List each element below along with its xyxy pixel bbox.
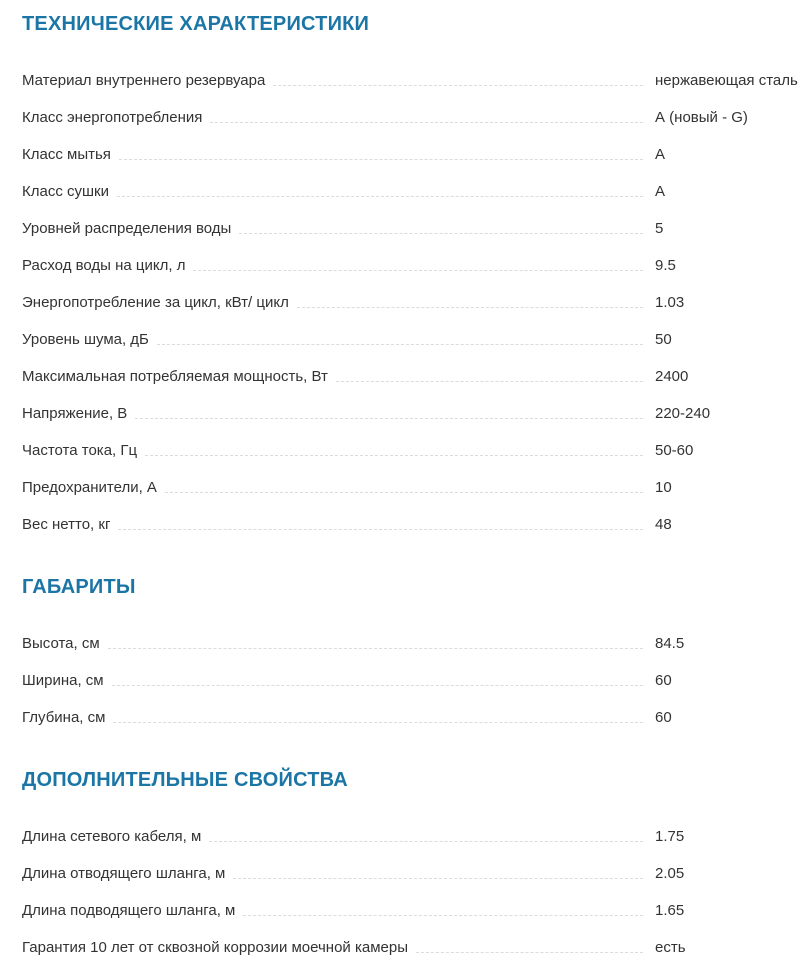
spec-value: нержавеющая сталь (655, 72, 798, 89)
spec-value: 10 (655, 479, 672, 496)
spec-label: Класс энергопотребления (22, 109, 203, 126)
spec-value: А (655, 183, 666, 200)
spec-label: Вес нетто, кг (22, 516, 111, 533)
dotted-leader (209, 841, 643, 842)
spec-section (22, 768, 812, 966)
spec-label: Глубина, см (22, 709, 106, 726)
dotted-leader (108, 648, 643, 649)
spec-label: Предохранители, А (22, 479, 157, 496)
dotted-leader (193, 270, 643, 271)
spec-value: 1.75 (655, 828, 685, 845)
spec-section (22, 12, 812, 543)
spec-row (22, 662, 812, 699)
spec-label: Длина сетевого кабеля, м (22, 828, 202, 845)
dotted-leader (416, 952, 643, 953)
dotted-leader (297, 307, 643, 308)
spec-value: 220-240 (655, 405, 711, 422)
spec-value: 2.05 (655, 865, 685, 882)
spec-row (22, 699, 812, 736)
spec-value: 84.5 (655, 635, 685, 652)
spec-label: Класс мытья (22, 146, 111, 163)
section-title: ТЕХНИЧЕСКИЕ ХАРАКТЕРИСТИКИ (22, 13, 370, 35)
spec-label: Частота тока, Гц (22, 442, 138, 459)
spec-row (22, 247, 812, 284)
spec-row (22, 62, 812, 99)
section-title: ДОПОЛНИТЕЛЬНЫЕ СВОЙСТВА (22, 769, 348, 791)
dotted-leader (243, 915, 643, 916)
dotted-leader (113, 722, 643, 723)
spec-label: Материал внутреннего резервуара (22, 72, 266, 89)
dotted-leader (273, 85, 643, 86)
spec-label: Высота, см (22, 635, 100, 652)
dotted-leader (118, 529, 643, 530)
spec-row (22, 432, 812, 469)
spec-value: 9.5 (655, 257, 676, 274)
spec-row (22, 99, 812, 136)
spec-row (22, 929, 812, 966)
spec-label: Ширина, см (22, 672, 104, 689)
spec-label: Уровень шума, дБ (22, 331, 149, 348)
spec-row (22, 855, 812, 892)
spec-value: А (655, 146, 666, 163)
spec-value: А (новый - G) (655, 109, 748, 126)
spec-row (22, 321, 812, 358)
section-rows (22, 818, 812, 966)
dotted-leader (165, 492, 643, 493)
spec-value: 1.03 (655, 294, 685, 311)
section-title: ГАБАРИТЫ (22, 576, 136, 598)
spec-label: Энергопотребление за цикл, кВт/ цикл (22, 294, 289, 311)
spec-value: 48 (655, 516, 672, 533)
spec-label: Уровней распределения воды (22, 220, 232, 237)
spec-value: есть (655, 939, 686, 956)
spec-row (22, 358, 812, 395)
dotted-leader (239, 233, 643, 234)
dotted-leader (336, 381, 643, 382)
spec-value: 60 (655, 709, 672, 726)
spec-row (22, 506, 812, 543)
dotted-leader (112, 685, 643, 686)
spec-label: Длина подводящего шланга, м (22, 902, 236, 919)
dotted-leader (135, 418, 643, 419)
spec-label: Напряжение, В (22, 405, 128, 422)
section-rows (22, 625, 812, 736)
dotted-leader (119, 159, 643, 160)
dotted-leader (210, 122, 643, 123)
spec-label: Гарантия 10 лет от сквозной коррозии моечной камеры (22, 939, 408, 956)
spec-value: 1.65 (655, 902, 685, 919)
spec-row (22, 395, 812, 432)
spec-row (22, 210, 812, 247)
spec-value: 5 (655, 220, 664, 237)
spec-row (22, 173, 812, 210)
spec-value: 2400 (655, 368, 689, 385)
spec-value: 50 (655, 331, 672, 348)
spec-value: 50-60 (655, 442, 694, 459)
spec-row (22, 625, 812, 662)
spec-row (22, 818, 812, 855)
spec-row (22, 284, 812, 321)
section-rows (22, 62, 812, 543)
spec-sheet (22, 12, 812, 966)
spec-value: 60 (655, 672, 672, 689)
spec-label: Длина отводящего шланга, м (22, 865, 226, 882)
spec-label: Расход воды на цикл, л (22, 257, 186, 274)
spec-row (22, 892, 812, 929)
spec-row (22, 469, 812, 506)
dotted-leader (233, 878, 643, 879)
spec-label: Класс сушки (22, 183, 109, 200)
spec-row (22, 136, 812, 173)
dotted-leader (117, 196, 643, 197)
spec-label: Максимальная потребляемая мощность, Вт (22, 368, 328, 385)
dotted-leader (145, 455, 643, 456)
dotted-leader (157, 344, 643, 345)
spec-section (22, 575, 812, 736)
